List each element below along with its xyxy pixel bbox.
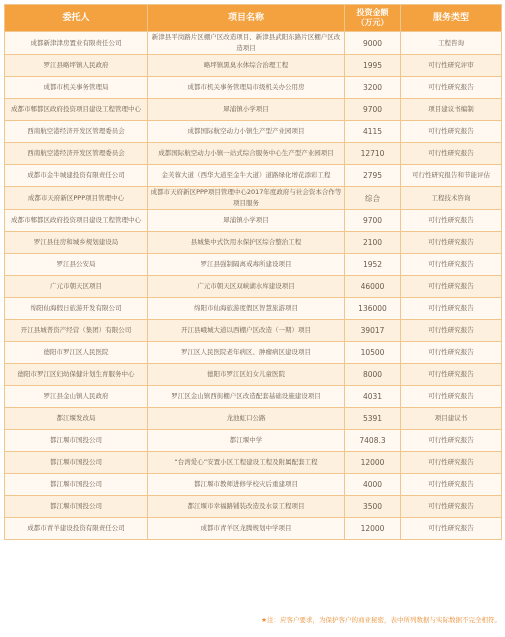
cell-amount: 10500 bbox=[345, 342, 401, 364]
cell-amount: 3500 bbox=[345, 496, 401, 518]
cell-project: 略坪镇黑臭水体综合治理工程 bbox=[148, 55, 345, 77]
cell-client: 成都市青羊建设投资有限责任公司 bbox=[5, 518, 148, 540]
cell-project: 罗江县强制隔离戒毒所建设项目 bbox=[148, 254, 345, 276]
cell-amount: 2100 bbox=[345, 232, 401, 254]
cell-amount: 2795 bbox=[345, 165, 401, 187]
project-table-container bbox=[4, 4, 501, 540]
table-row bbox=[5, 518, 502, 540]
cell-client: 都江堰市国投公司 bbox=[5, 474, 148, 496]
cell-client: 德阳市罗江区妇幼保健计划生育服务中心 bbox=[5, 364, 148, 386]
cell-project: 都江堰市教师进修学校灾后重建项目 bbox=[148, 474, 345, 496]
table-row bbox=[5, 254, 502, 276]
cell-client: 都江堰市国投公司 bbox=[5, 452, 148, 474]
table-row bbox=[5, 165, 502, 187]
table-row bbox=[5, 386, 502, 408]
table-row bbox=[5, 77, 502, 99]
cell-project: 犀浦镇小学项目 bbox=[148, 210, 345, 232]
cell-project: 犀浦镇小学项目 bbox=[148, 99, 345, 121]
cell-amount: 4000 bbox=[345, 474, 401, 496]
header-amount: 投资金额 （万元） bbox=[345, 5, 401, 32]
cell-amount: 39017 bbox=[345, 320, 401, 342]
cell-project: 都江堰中学 bbox=[148, 430, 345, 452]
cell-project: 成都市青羊区龙腾规划中学项目 bbox=[148, 518, 345, 540]
cell-client: 德阳市罗江区人民医院 bbox=[5, 342, 148, 364]
header-service: 服务类型 bbox=[401, 5, 502, 32]
cell-amount: 3200 bbox=[345, 77, 401, 99]
cell-client: 广元市朝天区项目 bbox=[5, 276, 148, 298]
cell-service: 可行性研究报告 bbox=[401, 474, 502, 496]
cell-amount: 综合 bbox=[345, 187, 401, 210]
table-row bbox=[5, 232, 502, 254]
cell-service: 可行性研究报告 bbox=[401, 386, 502, 408]
cell-amount: 12000 bbox=[345, 518, 401, 540]
table-row bbox=[5, 55, 502, 77]
cell-client: 都江堰市国投公司 bbox=[5, 430, 148, 452]
cell-client: 罗江县公安局 bbox=[5, 254, 148, 276]
cell-client: 都江堰发改局 bbox=[5, 408, 148, 430]
cell-client: 罗江县金山镇人民政府 bbox=[5, 386, 148, 408]
table-row bbox=[5, 474, 502, 496]
cell-service: 可行性研究报告 bbox=[401, 342, 502, 364]
table-header-row bbox=[5, 5, 502, 32]
cell-service: 可行性研究报告 bbox=[401, 452, 502, 474]
table-row bbox=[5, 276, 502, 298]
cell-amount: 9700 bbox=[345, 210, 401, 232]
cell-project: 成都国际航空动力小镇生产型产业园项目 bbox=[148, 121, 345, 143]
cell-service: 可行性研究报告 bbox=[401, 254, 502, 276]
cell-project: 广元市朝天区双峡湖水库建设项目 bbox=[148, 276, 345, 298]
table-row bbox=[5, 187, 502, 210]
cell-service: 可行性研究报告和节能评估 bbox=[401, 165, 502, 187]
cell-client: 成都市机关事务管理局 bbox=[5, 77, 148, 99]
cell-service: 可行性研究报告 bbox=[401, 143, 502, 165]
cell-project: 新津县平岗路片区棚户区改造项目、新津县武阳东路片区棚户区改造项目 bbox=[148, 32, 345, 55]
cell-project: “台湾爱心”安置小区工程建设工程及附属配套工程 bbox=[148, 452, 345, 474]
table-row bbox=[5, 121, 502, 143]
cell-project: 成都市机关事务管理局市级机关办公用房 bbox=[148, 77, 345, 99]
cell-amount: 1995 bbox=[345, 55, 401, 77]
cell-service: 工程咨询 bbox=[401, 32, 502, 55]
cell-amount: 5391 bbox=[345, 408, 401, 430]
cell-service: 可行性研究报告 bbox=[401, 430, 502, 452]
cell-amount: 7408.3 bbox=[345, 430, 401, 452]
cell-project: 罗江区人民医院老年病区、肿瘤病区建设项目 bbox=[148, 342, 345, 364]
cell-amount: 12000 bbox=[345, 452, 401, 474]
cell-amount: 1952 bbox=[345, 254, 401, 276]
table-row bbox=[5, 342, 502, 364]
cell-client: 成都市天府新区PPP项目管理中心 bbox=[5, 187, 148, 210]
cell-client: 成都市郫都区政府投资项目建设工程管理中心 bbox=[5, 210, 148, 232]
table-row bbox=[5, 143, 502, 165]
cell-amount: 136000 bbox=[345, 298, 401, 320]
cell-service: 可行性研究报告 bbox=[401, 121, 502, 143]
cell-service: 可行性研究报告 bbox=[401, 77, 502, 99]
table-row bbox=[5, 99, 502, 121]
cell-client: 成都市金牛城建投资有限责任公司 bbox=[5, 165, 148, 187]
cell-client: 都江堰市国投公司 bbox=[5, 496, 148, 518]
cell-client: 罗江县住房和城乡规划建设局 bbox=[5, 232, 148, 254]
cell-service: 可行性研究报告 bbox=[401, 210, 502, 232]
cell-project: 都江堰市幸福路铺装改造及水景工程项目 bbox=[148, 496, 345, 518]
cell-service: 可行性研究报告 bbox=[401, 364, 502, 386]
cell-project: 龙池虹口公路 bbox=[148, 408, 345, 430]
cell-amount: 9000 bbox=[345, 32, 401, 55]
cell-amount: 4115 bbox=[345, 121, 401, 143]
table-row bbox=[5, 452, 502, 474]
cell-service: 可行性研究报告 bbox=[401, 276, 502, 298]
table-row bbox=[5, 320, 502, 342]
cell-service: 工程技术咨询 bbox=[401, 187, 502, 210]
cell-client: 绵阳仙海假日旅游开发有限公司 bbox=[5, 298, 148, 320]
cell-service: 可行性研究报告 bbox=[401, 320, 502, 342]
footnote: ★注：应客户要求，为保护客户的商业秘密，表中所列数据与实际数据不完全相符。 bbox=[261, 616, 501, 624]
table-row bbox=[5, 32, 502, 55]
cell-amount: 8000 bbox=[345, 364, 401, 386]
cell-project: 德阳市罗江区妇女儿童医院 bbox=[148, 364, 345, 386]
cell-service: 可行性研究报告 bbox=[401, 232, 502, 254]
cell-client: 西南航空港经济开发区管理委员会 bbox=[5, 121, 148, 143]
cell-client: 罗江县略坪镇人民政府 bbox=[5, 55, 148, 77]
cell-project: 金芙蓉大道（西华大道至金牛大道）道路绿化增花添彩工程 bbox=[148, 165, 345, 187]
cell-client: 成都新津津房置业有限责任公司 bbox=[5, 32, 148, 55]
project-table bbox=[4, 4, 502, 540]
cell-project: 绵阳市仙海旅游度假区智慧旅游项目 bbox=[148, 298, 345, 320]
table-row bbox=[5, 430, 502, 452]
cell-amount: 12710 bbox=[345, 143, 401, 165]
cell-amount: 9700 bbox=[345, 99, 401, 121]
cell-amount: 46000 bbox=[345, 276, 401, 298]
table-row bbox=[5, 210, 502, 232]
cell-service: 可行性研究评审 bbox=[401, 55, 502, 77]
header-client: 委托人 bbox=[5, 5, 148, 32]
table-row bbox=[5, 408, 502, 430]
cell-client: 西南航空港经济开发区管理委员会 bbox=[5, 143, 148, 165]
cell-project: 开江县峨城大道以西棚户区改造（一期）项目 bbox=[148, 320, 345, 342]
cell-project: 罗江区金山镇西街棚户区改造配套基础设施建设项目 bbox=[148, 386, 345, 408]
table-row bbox=[5, 364, 502, 386]
table-body bbox=[5, 32, 502, 540]
cell-service: 项目建议书 bbox=[401, 408, 502, 430]
cell-project: 成都国际航空动力小镇一站式综合服务中心生产型产业园项目 bbox=[148, 143, 345, 165]
table-row bbox=[5, 298, 502, 320]
cell-service: 项目建议书编制 bbox=[401, 99, 502, 121]
table-row bbox=[5, 496, 502, 518]
cell-service: 可行性研究报告 bbox=[401, 518, 502, 540]
cell-amount: 4031 bbox=[345, 386, 401, 408]
cell-service: 可行性研究报告 bbox=[401, 298, 502, 320]
cell-client: 成都市郫都区政府投资项目建设工程管理中心 bbox=[5, 99, 148, 121]
cell-project: 成都市天府新区PPP项目管理中心2017年度政府与社会资本合作等项目服务 bbox=[148, 187, 345, 210]
header-project: 项目名称 bbox=[148, 5, 345, 32]
cell-service: 可行性研究报告 bbox=[401, 496, 502, 518]
cell-client: 开江县城普资产经营（集团）有限公司 bbox=[5, 320, 148, 342]
cell-project: 县城集中式饮用水保护区综合整治工程 bbox=[148, 232, 345, 254]
